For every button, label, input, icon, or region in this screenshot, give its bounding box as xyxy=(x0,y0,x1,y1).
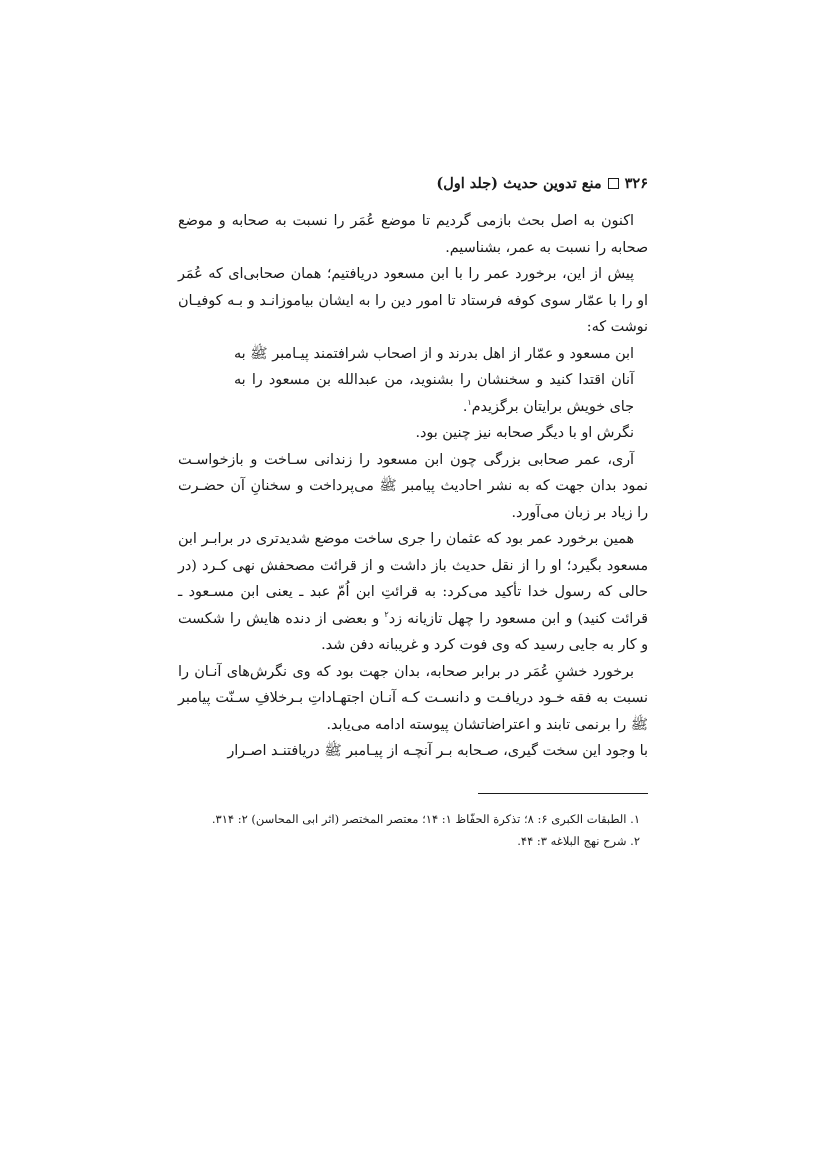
paragraph-5: برخورد خشنِ عُمَر در برابر صحابه، بدان جهت بود که وی نگرش‌های آنـان را نسبت به فقه خـود دریافـت و دانسـت کـه آنـان اجتهـاداتِ بـرخلافِ سـنّت پیامبر ﷺ را برنمی تابند و اعتراضاتشان پیوسته ادامه می‌یابد. xyxy=(178,663,648,733)
paragraph-3: آری، عمر صحابی بزرگی چون ابن مسعود را زندانی سـاخت و بازخواسـت نمود بدان جهت که به نشر احادیث پیامبر ﷺ می‌پرداخت و سخنانِ آن حضـرت را زیاد بر زبان می‌آورد. xyxy=(178,451,648,521)
page-number: ۳۲۶ xyxy=(624,174,648,192)
running-header xyxy=(178,168,648,198)
paragraph-1: اکنون به اصل بحث بازمی گردیم تا موضع عُمَر را نسبت به صحابه و موضع صحابه را نسبت به عمر، بشناسیم. xyxy=(178,213,648,256)
paragraph-4-part-a: همین برخورد عمر بود که عثمان را جری ساخت موضع شدیدتری در برابـر ابن مسعود بگیرد؛ او را از نقل حدیث باز داشت و از قرائت مصحفش نهی کـرد (در حالی که رسول خدا تأکید می‌کرد: به قرائتِ ابن اُمّ عبد ـ یعنی ابن مسـعود ـ قرائت کنید) و ابن مسعود را چهل تازیانه زد xyxy=(178,531,648,627)
footnote-ref-1: ۱ xyxy=(467,397,472,407)
book-page xyxy=(178,168,648,852)
footnote-1: ۱. الطبقات الکبری ۶: ۸؛ تذکرة الحفّاظ ۱: ۱۴؛ معتصر المختصر (اثر ابی المحاسن) ۲: ۳۱۴. xyxy=(211,811,640,826)
square-bullet-icon xyxy=(608,178,619,189)
footnote-ref-2: ۲ xyxy=(384,609,389,619)
paragraph-6: با وجود این سخت گیری، صـحابه بـر آنچـه از پیـامبر ﷺ دریافتنـد اصـرار xyxy=(227,743,648,759)
quote-followup: نگرش او با دیگر صحابه نیز چنین بود. xyxy=(415,425,634,441)
paragraph-4-part-b: و بعضی از دنده هایش را شکست و کار به جایی رسید که وی فوت کرد و غریبانه دفن شد. xyxy=(178,610,648,653)
book-title: منع تدوین حدیث (جلد اول) xyxy=(436,174,602,192)
quote-text: ابن مسعود و عمّار از اهل بدرند و از اصحاب شرافتمند پیـامبر ﷺ به آنان اقتدا کنید و سخنشان را بشنوید، من عبدالله بن مسعود را به جای خویش برایتان برگزیدم xyxy=(234,345,634,415)
paragraph-2: پیش از این، برخورد عمر را با ابن مسعود دریافتیم؛ همان صحابی‌ای که عُمَر او را با عمّار سوی کوفه فرستاد تا امور دین را به ایشان بیاموزانـد و بـه کوفیـان نوشت که: xyxy=(178,266,648,335)
footnote-divider xyxy=(478,793,648,794)
paragraph-4 xyxy=(178,526,648,659)
block-quote: ابن مسعود و عمّار از اهل بدرند و از اصحاب شرافتمند پیـامبر ﷺ به آنان اقتدا کنید و سخنشان را بشنوید، من عبدالله بن مسعود را به جای خویش برایتان برگزیدم$^۱$. xyxy=(234,345,634,415)
footnote-2: ۲. شرح نهج البلاغه ۳: ۴۴. xyxy=(517,833,640,848)
